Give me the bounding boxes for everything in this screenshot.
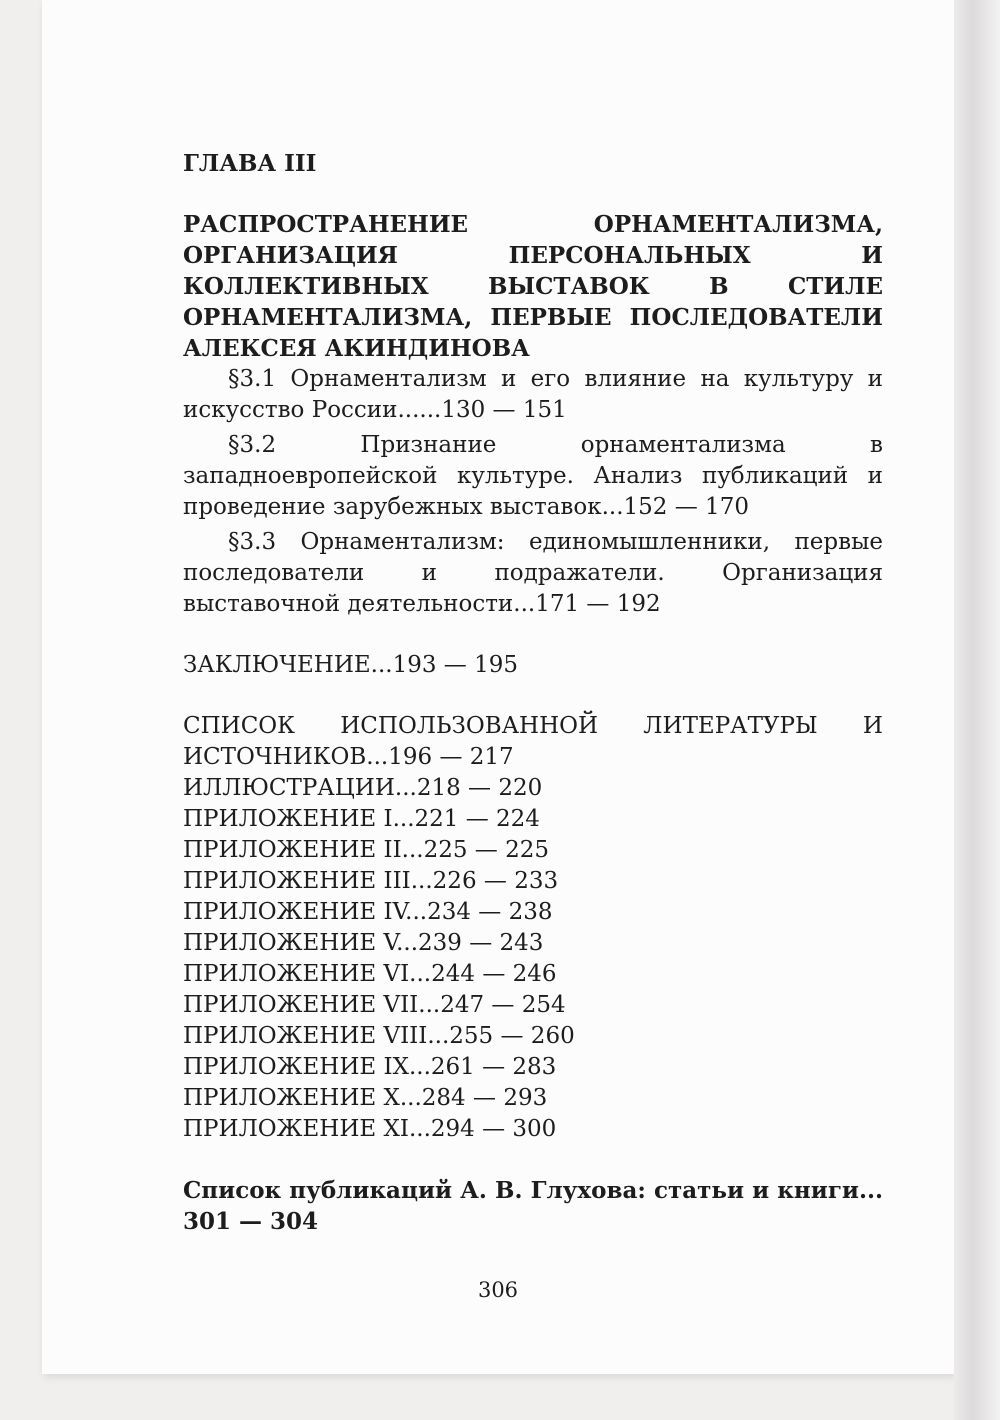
list-item: ПРИЛОЖЕНИЕ III...226 — 233 — [183, 868, 559, 894]
list-item: ПРИЛОЖЕНИЕ VII...247 — 254 — [183, 992, 566, 1018]
list-item: ПРИЛОЖЕНИЕ IV...234 — 238 — [183, 899, 553, 925]
section-entry: §3.1 Орнаментализм и его влияние на культуру и искусство России......130 — 151 — [183, 366, 883, 423]
list-item: ПРИЛОЖЕНИЕ VI...244 — 246 — [183, 961, 557, 987]
chapter-title: РАСПРОСТРАНЕНИЕ ОРНАМЕНТАЛИЗМА, ОРГАНИЗАЦИЯ ПЕРСОНАЛЬНЫХ И КОЛЛЕКТИВНЫХ ВЫСТАВОК В СТИЛЕ ОРНАМЕНТАЛИЗМА, ПЕРВЫЕ ПОСЛЕДОВАТЕЛИ АЛЕКСЕЯ АКИНДИНОВА — [183, 211, 883, 362]
list-item: ПРИЛОЖЕНИЕ VIII...255 — 260 — [183, 1023, 575, 1049]
appendix-list — [183, 773, 883, 1145]
book-spine-edge — [954, 0, 1000, 1420]
section-entry: §3.3 Орнаментализм: единомышленники, первые последователи и подражатели. Организация выставочной деятельности...171 — 192 — [183, 529, 883, 617]
conclusion-entry: ЗАКЛЮЧЕНИЕ...193 — 195 — [183, 652, 519, 678]
list-item: ПРИЛОЖЕНИЕ XI...294 — 300 — [183, 1116, 557, 1142]
list-item: ПРИЛОЖЕНИЕ I...221 — 224 — [183, 806, 540, 832]
list-item: ПРИЛОЖЕНИЕ V...239 — 243 — [183, 930, 544, 956]
publications-entry: Список публикаций А. В. Глухова: статьи и книги... 301 — 304 — [183, 1177, 883, 1235]
list-item: ИЛЛЮСТРАЦИИ...218 — 220 — [183, 775, 543, 801]
table-of-contents — [183, 148, 883, 1237]
list-item: ПРИЛОЖЕНИЕ IX...261 — 283 — [183, 1054, 557, 1080]
section-entry: §3.2 Признание орнаментализма в западноевропейской культуре. Анализ публикаций и проведение зарубежных выставок...152 — 170 — [183, 432, 883, 520]
list-item: ПРИЛОЖЕНИЕ II...225 — 225 — [183, 837, 550, 863]
page-number: 306 — [477, 1278, 519, 1302]
book-page — [42, 0, 954, 1374]
list-item: ПРИЛОЖЕНИЕ X...284 — 293 — [183, 1085, 548, 1111]
bibliography-entry: СПИСОК ИСПОЛЬЗОВАННОЙ ЛИТЕРАТУРЫ И ИСТОЧНИКОВ...196 — 217 — [183, 713, 883, 770]
chapter-label: ГЛАВА III — [183, 150, 317, 177]
